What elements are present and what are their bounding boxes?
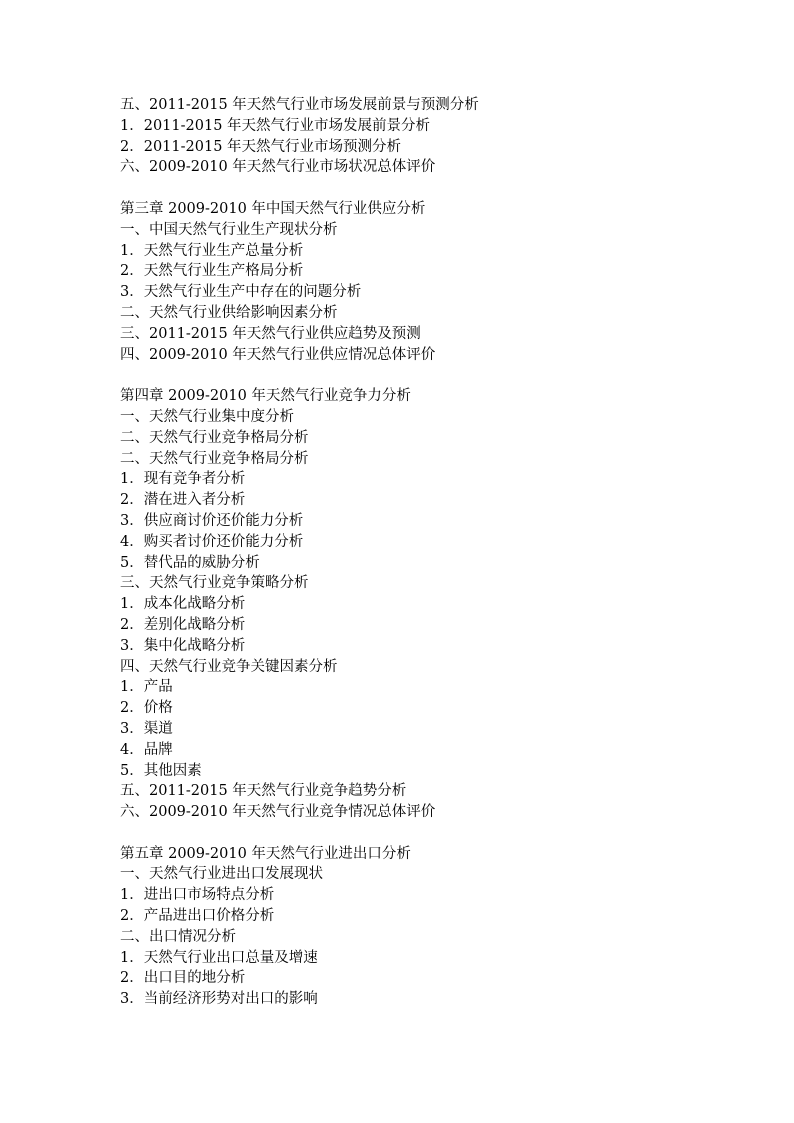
subsection-item: 4．购买者讨价还价能力分析 bbox=[120, 533, 304, 550]
section-heading: 二、天然气行业竞争格局分析 bbox=[120, 450, 309, 467]
subsection-item: 1．天然气行业出口总量及增速 bbox=[120, 949, 318, 966]
subsection-item: 2．潜在进入者分析 bbox=[120, 492, 246, 509]
section-heading: 二、天然气行业竞争格局分析 bbox=[120, 429, 309, 446]
subsection-item: 5．其他因素 bbox=[120, 762, 202, 779]
chapter-heading: 第三章 2009-2010 年中国天然气行业供应分析 bbox=[120, 200, 426, 217]
subsection-item: 2．出口目的地分析 bbox=[120, 970, 246, 987]
subsection-item: 3．渠道 bbox=[120, 720, 173, 737]
subsection-item: 1．成本化战略分析 bbox=[120, 596, 246, 613]
section-heading: 五、2011-2015 年天然气行业竞争趋势分析 bbox=[120, 783, 407, 800]
subsection-item: 2．价格 bbox=[120, 700, 173, 717]
subsection-item: 3．天然气行业生产中存在的问题分析 bbox=[120, 284, 362, 301]
section-heading: 五、2011-2015 年天然气行业市场发展前景与预测分析 bbox=[120, 97, 479, 113]
subsection-item: 1．进出口市场特点分析 bbox=[120, 887, 275, 904]
section-heading: 六、2009-2010 年天然气行业市场状况总体评价 bbox=[120, 159, 436, 176]
subsection-item: 3．供应商讨价还价能力分析 bbox=[120, 512, 304, 529]
subsection-item: 2．产品进出口价格分析 bbox=[120, 908, 275, 925]
subsection-item: 3．当前经济形势对出口的影响 bbox=[120, 991, 318, 1008]
blank-line bbox=[120, 823, 760, 844]
subsection-item: 1．2011-2015 年天然气行业市场发展前景分析 bbox=[120, 117, 431, 134]
blank-line bbox=[120, 365, 760, 386]
chapter-heading: 第四章 2009-2010 年天然气行业竞争力分析 bbox=[120, 388, 411, 405]
section-heading: 一、天然气行业集中度分析 bbox=[120, 408, 294, 425]
subsection-item: 2．差别化战略分析 bbox=[120, 616, 246, 633]
subsection-item: 1．天然气行业生产总量分析 bbox=[120, 242, 304, 259]
section-heading: 四、天然气行业竞争关键因素分析 bbox=[120, 658, 338, 675]
subsection-item: 4．品牌 bbox=[120, 741, 173, 758]
section-heading: 三、天然气行业竞争策略分析 bbox=[120, 575, 309, 592]
blank-line bbox=[120, 178, 760, 199]
section-heading: 六、2009-2010 年天然气行业竞争情况总体评价 bbox=[120, 804, 436, 821]
section-heading: 二、天然气行业供给影响因素分析 bbox=[120, 304, 338, 321]
document-body bbox=[120, 95, 760, 1010]
section-heading: 三、2011-2015 年天然气行业供应趋势及预测 bbox=[120, 325, 421, 342]
subsection-item: 2．天然气行业生产格局分析 bbox=[120, 263, 304, 280]
subsection-item: 2．2011-2015 年天然气行业市场预测分析 bbox=[120, 138, 402, 155]
subsection-item: 5．替代品的威胁分析 bbox=[120, 554, 260, 571]
subsection-item: 3．集中化战略分析 bbox=[120, 637, 246, 654]
subsection-item: 1．现有竞争者分析 bbox=[120, 471, 246, 488]
section-heading: 一、中国天然气行业生产现状分析 bbox=[120, 221, 338, 238]
chapter-heading: 第五章 2009-2010 年天然气行业进出口分析 bbox=[120, 845, 411, 862]
section-heading: 四、2009-2010 年天然气行业供应情况总体评价 bbox=[120, 346, 436, 363]
subsection-item: 1．产品 bbox=[120, 679, 173, 696]
section-heading: 二、出口情况分析 bbox=[120, 928, 236, 945]
section-heading: 一、天然气行业进出口发展现状 bbox=[120, 866, 323, 883]
